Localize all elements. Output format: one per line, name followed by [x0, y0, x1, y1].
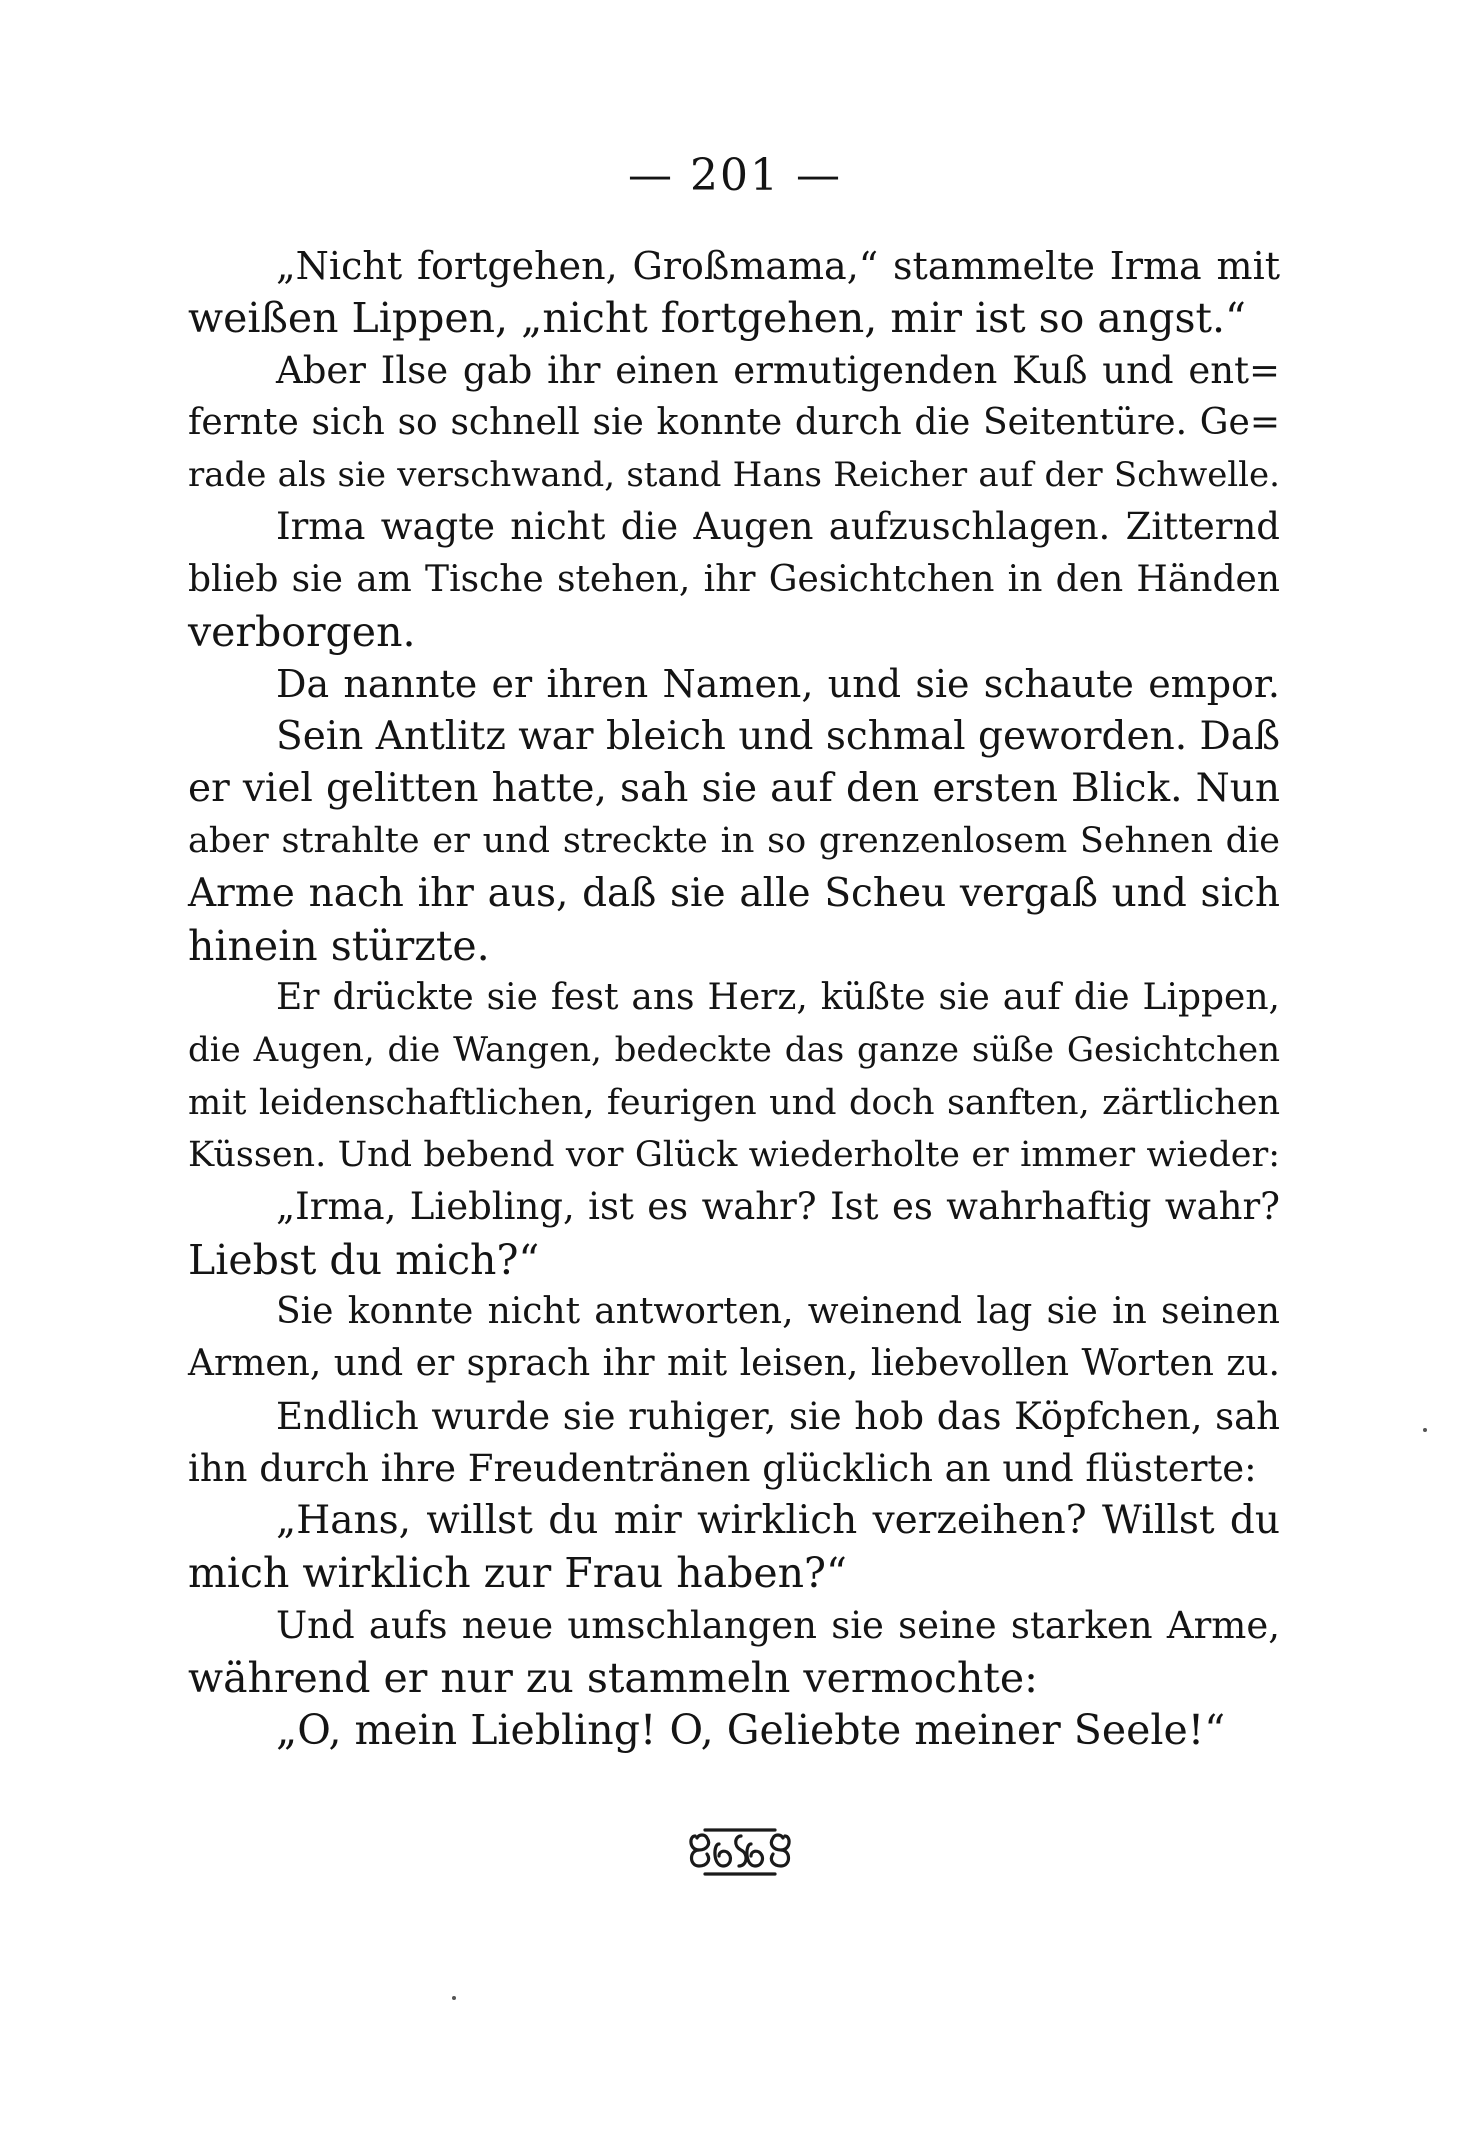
text-line: Und aufs neue umschlangen sie seine starken Arme, [276, 1603, 1280, 1647]
text-line: „O, mein Liebling! O, Geliebte meiner Seele!“ [276, 1706, 1226, 1755]
text-line: „Hans, willst du mir wirklich verzeihen? Willst du [276, 1498, 1280, 1544]
text-line: Armen, und er sprach ihr mit leisen, liebevollen Worten zu. [188, 1343, 1280, 1385]
body-text [188, 240, 1280, 1757]
text-line: Sie konnte nicht antworten, weinend lag sie in seinen [276, 1290, 1280, 1332]
print-speck [452, 1996, 456, 2000]
text-line: weißen Lippen, „nicht fortgehen, mir ist so angst.“ [188, 294, 1246, 343]
text-line: Endlich wurde sie ruhiger, sie hob das Köpfchen, sah [276, 1394, 1280, 1438]
text-line: während er nur zu stammeln vermochte: [188, 1654, 1038, 1703]
text-line: Da nannte er ihren Namen, und sie schaute empor. [276, 662, 1280, 707]
text-line: „Irma, Liebling, ist es wahr? Ist es wahrhaftig wahr? [276, 1185, 1280, 1229]
print-speck [1423, 1428, 1427, 1432]
text-line: Aber Ilse gab ihr einen ermutigenden Kuß und ent= [276, 348, 1280, 392]
text-line: die Augen, die Wangen, bedeckte das ganze süße Gesichtchen [188, 1030, 1280, 1071]
text-line: Er drückte sie fest ans Herz, küßte sie auf die Lippen, [276, 977, 1280, 1019]
text-line: fernte sich so schnell sie konnte durch die Seitentüre. Ge= [188, 401, 1280, 443]
fleuron-ornament-icon [685, 1822, 795, 1878]
text-line: rade als sie verschwand, stand Hans Reicher auf der Schwelle. [188, 455, 1280, 496]
text-line: mich wirklich zur Frau haben?“ [188, 1549, 847, 1598]
text-line: verborgen. [188, 608, 416, 657]
text-line: aber strahlte er und streckte in so grenzenlosem Sehnen die [188, 821, 1280, 862]
text-line: hinein stürzte. [188, 921, 490, 970]
text-line: Küssen. Und bebend vor Glück wiederholte er immer wieder: [188, 1135, 1280, 1176]
text-line: Arme nach ihr aus, daß sie alle Scheu vergaß und sich [188, 870, 1280, 916]
text-line: „Nicht fortgehen, Großmama,“ stammelte Irma mit [276, 244, 1280, 288]
text-line: Irma wagte nicht die Augen aufzuschlagen. Zitternd [276, 505, 1280, 549]
text-line: er viel gelitten hatte, sah sie auf den ersten Blick. Nun [188, 765, 1280, 811]
page-number: — 201 — [628, 150, 842, 201]
text-line: mit leidenschaftlichen, feurigen und doch sanften, zärtlichen [188, 1082, 1280, 1123]
text-line: ihn durch ihre Freudentränen glücklich an und flüsterte: [188, 1446, 1257, 1490]
text-line: Sein Antlitz war bleich und schmal geworden. Daß [276, 713, 1281, 759]
text-line: Liebst du mich?“ [188, 1235, 540, 1284]
text-line: blieb sie am Tische stehen, ihr Gesichtchen in den Händen [188, 558, 1280, 600]
